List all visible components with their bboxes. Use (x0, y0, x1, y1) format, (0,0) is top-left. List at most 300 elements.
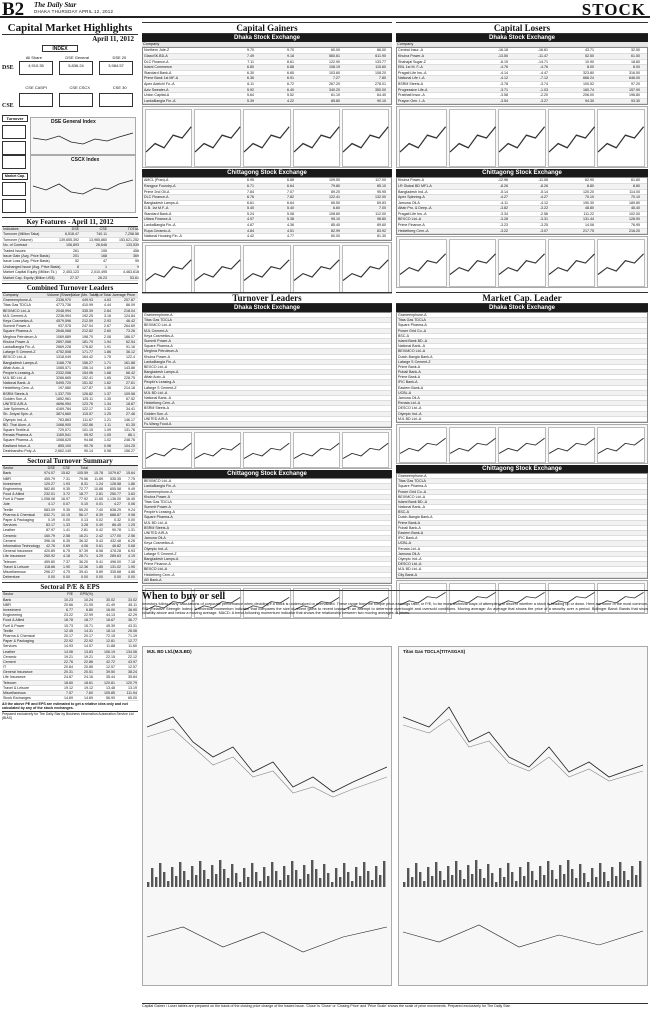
cell: 190.30 (583, 200, 594, 205)
cell: 22.86 (84, 659, 93, 664)
capital-gainers (142, 22, 392, 288)
cell: 38.24 (128, 670, 137, 675)
table-row (143, 578, 391, 583)
cell: 729,071 (58, 427, 71, 432)
cell: 8.58 (96, 549, 103, 554)
cell: 22.76 (64, 659, 73, 664)
cell: 4579,596 (56, 319, 71, 324)
volume-bar (623, 871, 625, 887)
company-name: Dutch-Bangla Bank-A (398, 515, 433, 520)
cell: 0.00 (128, 518, 135, 522)
volume-bar (415, 863, 417, 887)
cell: 85.40 (331, 223, 340, 228)
company-name: Keya Cosmetics-A (144, 333, 174, 338)
cell: 10.88 (94, 486, 103, 491)
cell: 70.10 (585, 195, 594, 200)
cell: 6.76 (247, 195, 254, 200)
cell: 4.29 (96, 554, 103, 559)
cell: 7.82 (287, 195, 294, 200)
cell: 1169,541 (56, 433, 71, 438)
cell: 0.98 (104, 443, 111, 448)
cell: 71.19 (128, 633, 137, 638)
cell: 2669,228 (56, 344, 71, 349)
cell: 1068,900 (56, 422, 71, 427)
cell: Cement (3, 538, 16, 543)
cell: 3.63 (128, 492, 135, 497)
cell: 6.75 (63, 549, 70, 554)
cell: 70.10 (631, 195, 640, 200)
cell: 0.42 (96, 528, 103, 533)
highlights-date: April 11, 2012 (92, 35, 134, 43)
cell: -14.71 (537, 59, 548, 64)
cell: Prime Finance-A (398, 223, 425, 228)
cell: 6.80 (86, 608, 93, 613)
cell: 53.61 (130, 275, 139, 280)
cell: TOTAL (127, 227, 139, 231)
mcap-dse-header: Dhaka Stock Exchange (396, 304, 648, 312)
cell: 1 (105, 264, 107, 269)
cell: DLC Finance-A (144, 59, 169, 64)
cell: 455.79 (44, 476, 55, 481)
cell: Fuel & Power (3, 497, 25, 502)
dse-turnover-box (2, 125, 26, 139)
left-column (2, 22, 138, 1030)
cell: 0.98 (104, 448, 111, 453)
company-name: Dutch-Bangla Bank-A (398, 354, 433, 359)
cell: 18.14 (106, 628, 115, 633)
cell: 1168,778 (56, 360, 71, 365)
cell: 2,010,495 (91, 270, 107, 275)
cell: 5495,720 (56, 381, 71, 386)
cell: 6.93 (128, 549, 135, 554)
col-company: Company (397, 42, 414, 46)
cell: 1069,889 (56, 334, 71, 339)
gainers-cse-table (142, 177, 392, 241)
cell: 1.94 (104, 339, 111, 344)
volume-bar (455, 861, 457, 887)
cell: 69.83 (377, 200, 386, 205)
volume-bar (583, 873, 585, 887)
cell: 646.00 (629, 76, 640, 81)
cell: -3.28 (499, 217, 508, 222)
volume-bar (287, 875, 289, 887)
cell: Travel & Leisure (3, 564, 30, 569)
company-name: Power Grid Co.-A (398, 328, 427, 333)
cell: 15.71 (84, 623, 93, 628)
company-name: Golden Son.-A (144, 411, 168, 416)
mini-stock-chart (293, 245, 340, 293)
cell: Lafarge S Cement-Z (3, 350, 36, 355)
cell: NBFI (3, 602, 12, 607)
cell: 6.65 (287, 70, 294, 75)
cell: 350.00 (375, 87, 386, 92)
losers-cse-header: Chittagong Stock Exchange (396, 169, 648, 177)
cell: BEXIMCO Ltd.-A (3, 308, 31, 313)
cell: 106,893 (66, 243, 79, 248)
cell: General Insurance (3, 670, 33, 675)
gainers-dse-header: Dhaka Stock Exchange (142, 34, 392, 42)
company-name: Square Pharma-A (144, 344, 173, 349)
turnover-cse-table (142, 478, 392, 584)
cell: 14.69 (84, 696, 93, 701)
cell: 6.91 (287, 76, 294, 81)
cse30-box (99, 93, 133, 107)
cell: 6.40 (287, 87, 294, 92)
cell: 0.06 (128, 502, 135, 507)
cell: 43.71 (585, 48, 594, 53)
cell: -3.23 (499, 223, 508, 228)
when-body: Investors follow many calculations of corporate performance when deciding if a stock is undervalued or overvalued. These range from the simple price-earnings ratio, or P/E, to far more technical ways of attempting to discern whether a stock is heading up or down. Here are some of the most common. RSI (Relative Strength Index): A technical momentum indicator that compares the size of recent gains to recent losses, in an attempt to determine overbought and oversold conditions. Moving average: An average that shows the price of a security over a period. Bollinger Band: Bands that show volatility above and below a moving average. MACD: A trend-following momentum indicator that shows the relationship between two moving averages of prices. (142, 602, 648, 616)
when-to-buy-sell (142, 590, 648, 1000)
cell: 131.76 (124, 427, 135, 432)
company-name: MJL BD Ltd.-A (144, 390, 168, 395)
company-name: People's Leasing-A (144, 510, 175, 515)
cell: Square Pharma.-A (3, 438, 33, 443)
cell: 41.49 (106, 602, 115, 607)
cell: 111.94 (126, 691, 137, 696)
cell: National Housing Fin.-A (144, 234, 182, 239)
cse-turnover-box (2, 141, 26, 155)
company-name: Olympic Ind.-A (144, 546, 168, 551)
volume-bar (303, 865, 305, 887)
sectoral-pe-title: Sectoral P/E & EPS (2, 582, 138, 592)
cell: Pharma & Chemical (3, 633, 35, 638)
cell: 15.73 (64, 623, 73, 628)
cell: 296.27 (44, 569, 55, 574)
cell: Miscellaneous (3, 569, 26, 574)
table-row (143, 234, 391, 240)
cell: 4773,736 (56, 303, 71, 308)
cell: 44.13 (106, 613, 115, 618)
company-name: AB Bank-A (144, 577, 162, 582)
cell: Turnover (Volume) (3, 237, 33, 242)
newspaper-name: The Daily Star (34, 1, 77, 9)
cell: LankaBangla Fin.-A (144, 223, 176, 228)
volume-bar (311, 860, 313, 887)
cell: 4.86 (128, 569, 135, 574)
volume-bar (327, 873, 329, 887)
cell: 535.35 (110, 476, 121, 481)
losers-title: Capital Losers (396, 22, 648, 34)
cell: 4.27 (114, 502, 121, 507)
cell: 420.89 (44, 549, 55, 554)
cell: Shahajal Sugar-Z (398, 59, 426, 64)
cell: 316.50 (629, 70, 640, 75)
volume-bar (179, 862, 181, 887)
turnover-dse-mini-charts (142, 429, 392, 469)
cell: 212.59 (82, 319, 93, 324)
cell: Apex Spinning-A (398, 195, 425, 200)
cscx-index-chart (30, 155, 136, 213)
cell: Summit Power-A (3, 324, 30, 329)
cell: 4.44 (104, 303, 111, 308)
cell: 1.38 (104, 386, 111, 391)
cell: BSRM Steels-A (398, 81, 423, 86)
cell: 62.90 (585, 178, 594, 183)
turnover-dse-header: Dhaka Stock Exchange (142, 304, 392, 312)
cse-index-boxes (16, 93, 136, 107)
cell: DSE (71, 227, 79, 231)
cell: 12.57 (128, 665, 137, 670)
cell: Engineering (3, 486, 23, 491)
volume-bar (511, 872, 513, 887)
cell: 4.97 (247, 217, 254, 222)
cell: -3.27 (539, 98, 548, 103)
cell: 64.40 (377, 93, 386, 98)
cell: 207.87 (124, 298, 135, 303)
cell: 122.41 (329, 195, 340, 200)
cell: 102.00 (629, 211, 640, 216)
cell: NBFI (3, 476, 12, 481)
cell: 20.66 (64, 602, 73, 607)
cell: 13.19 (128, 685, 137, 690)
cell: 6.11 (247, 81, 254, 86)
cell: 91.16 (126, 344, 135, 349)
cell: 0.00 (128, 575, 135, 580)
combined-turnover-table (2, 293, 138, 454)
volume-bar (367, 871, 369, 887)
cell: 157.90 (629, 87, 640, 92)
volume-bar (471, 874, 473, 887)
cell: 6.80 (247, 65, 254, 70)
cell: 81.30 (377, 234, 386, 239)
company-name: BEXIMCO Ltd.-A (144, 479, 172, 484)
cell: Paper & Packaging (3, 639, 34, 644)
cell: 112.00 (375, 211, 386, 216)
cell: 177.00 (110, 533, 121, 538)
cell: Information Technology (3, 543, 41, 548)
cell: 197,580 (58, 386, 71, 391)
cell: -3.22 (539, 206, 548, 211)
volume-bar (243, 868, 245, 887)
cell: 7.27 (333, 76, 340, 81)
cell: 1.91 (104, 344, 111, 349)
cell: 11.60 (128, 644, 137, 649)
cell: 228.75 (124, 376, 135, 381)
company-name: Titas Gas TDCLA (398, 479, 426, 484)
cell: 109.50 (329, 178, 340, 183)
cell: 85.10 (377, 183, 386, 188)
volume-bar (215, 874, 217, 887)
company-name: National Bank.-A (398, 505, 425, 510)
cell: Square Textile-A (3, 427, 30, 432)
cell: 14.31 (84, 628, 93, 633)
cell: 22.99 (84, 613, 93, 618)
company-name: Jamuna Oil-A (398, 396, 420, 400)
cell: 201 (73, 253, 79, 258)
cell: -5.14 (539, 189, 548, 194)
volume-bar (279, 880, 281, 887)
combined-turnover-title: Combined Turnover Leaders (2, 283, 138, 293)
volume-bar (543, 875, 545, 887)
cell: 106.19 (104, 649, 115, 654)
cell: -11.06 (538, 178, 548, 183)
cell: 7.37 (63, 559, 70, 564)
cscx-block (2, 155, 138, 215)
cell: -11.47 (538, 53, 548, 58)
volume-bar (515, 881, 517, 887)
company-name: Meghna Petroleum-A (144, 349, 178, 354)
cell: Prime Bank 1st MF-A (144, 76, 179, 81)
cell: People's Leasing-A (3, 370, 34, 375)
cell: 1085,571 (56, 365, 71, 370)
cell: 122.90 (329, 59, 340, 64)
pe-note: All the above PE and EPS are estimated to get a relative idea only and not calculated by any of the stock exchanges. (2, 702, 128, 711)
volume-bar (383, 861, 385, 887)
dse20-value: 3,984.57 (108, 63, 124, 68)
cell: P/E (67, 592, 73, 597)
cell: 0.00 (63, 575, 70, 580)
cell: 115.57 (82, 412, 93, 417)
cell: -4.27 (499, 195, 508, 200)
cell: 79.56 (79, 476, 88, 481)
company-name: Renata Ltd.-A (398, 401, 421, 406)
cell: Ceramic (3, 654, 17, 659)
volume-bar (403, 882, 405, 887)
volume-bar (151, 868, 153, 887)
cell: 5.38 (287, 217, 294, 222)
losers-dse-header: Dhaka Stock Exchange (396, 34, 648, 42)
volume-bar (547, 861, 549, 887)
company-name: BSC-A (398, 333, 409, 338)
cell: 24.87 (64, 675, 73, 680)
mini-stock-chart (449, 427, 497, 463)
company-name: UCBL-A (398, 390, 412, 395)
cell: 1079.67 (108, 471, 121, 476)
company-name: Square Pharma-A (144, 515, 173, 520)
cell: 5.92 (247, 87, 254, 92)
cell: 103.60 (329, 70, 340, 75)
cell: -3.78 (499, 81, 508, 86)
company-name: BEXCO Ltd.-A (144, 364, 168, 369)
cell: 134.06 (126, 649, 137, 654)
cell: 60.00 (331, 234, 340, 239)
cell: 13.83 (84, 649, 93, 654)
volume-bar (375, 866, 377, 887)
cell: 6.64 (287, 200, 294, 205)
col-company: Company (143, 42, 160, 46)
company-name: Lafarge S Cement-Z (398, 359, 431, 364)
cell: 5.39 (247, 98, 254, 103)
cell: Square Pharma-A (3, 329, 32, 334)
cell: Investment (3, 481, 21, 486)
cell: 114.00 (629, 189, 640, 194)
table-row (143, 422, 391, 427)
cell: 0.00 (63, 518, 70, 522)
volume-bar (567, 860, 569, 887)
cell: Union Capital-A (144, 93, 170, 98)
cell: 12.45 (64, 628, 73, 633)
cell: 47 (103, 259, 107, 264)
volume-bar (155, 877, 157, 887)
volume-bar (171, 867, 173, 887)
cell: 156.27 (82, 360, 93, 365)
cell: 65.00 (128, 696, 137, 701)
company-name: People's Leasing-A (144, 380, 175, 385)
cell: 2.81 (96, 492, 103, 497)
cell: 5.43 (96, 538, 103, 543)
cell: 108.80 (329, 211, 340, 216)
market-cap-label: Market Cap. (2, 173, 28, 180)
volume-bar (639, 861, 641, 887)
mini-stock-chart (449, 109, 497, 167)
volume-bar (487, 864, 489, 887)
cell: Aftab Auto.-A (3, 365, 25, 370)
company-name: DESCO Ltd.-A (398, 562, 422, 567)
cell: 1.68 (104, 370, 111, 375)
cell: 196.80 (629, 93, 640, 98)
cell: 6.77 (66, 608, 73, 613)
cell: 206.00 (583, 93, 594, 98)
cell: 52.50 (585, 53, 594, 58)
dse-mcap-box (2, 182, 26, 196)
cell: 1.25 (104, 412, 111, 417)
cell: 18.78 (64, 618, 73, 623)
cell: 4696,954 (56, 402, 71, 407)
cse-label: CSE (2, 103, 14, 109)
company-name: MJL BD Ltd.-A (398, 567, 422, 572)
volume-bar (199, 861, 201, 887)
company-name: BSRM Steels-A (144, 406, 169, 411)
volume-bar (227, 878, 229, 887)
volume-bar (347, 872, 349, 887)
volume-bar (467, 865, 469, 887)
company-name: Prime Bank-A (398, 375, 421, 380)
gainers-dse-table (142, 47, 392, 105)
cell: MJL BD Ltd.-A (3, 376, 27, 381)
cell: 62.54 (126, 339, 135, 344)
cell: 335.39 (82, 308, 93, 313)
cell: Khulna Power-A (398, 53, 424, 58)
cell: Stock Exchanges (3, 696, 31, 701)
cell: 120.81 (104, 680, 115, 685)
cell: 9.70 (287, 48, 294, 53)
cell: 12.57 (106, 665, 115, 670)
cell: 4752,508 (56, 350, 71, 355)
cell: 87.97 (46, 528, 55, 533)
cell: 5.40 (287, 206, 294, 211)
cell: 4.51 (287, 228, 294, 233)
cell: 6.71 (247, 183, 254, 188)
company-name: BSC-A (398, 510, 409, 515)
cell: 161.88 (124, 360, 135, 365)
company-name: Eastern Bank-A (398, 385, 424, 390)
cell: 118.66 (44, 564, 55, 569)
mini-stock-chart (243, 432, 290, 468)
cell: 122.4 (126, 355, 135, 360)
gainers-cse-header: Chittagong Stock Exchange (142, 169, 392, 177)
cell: 6.35 (63, 538, 70, 543)
cell: 5.64 (247, 93, 254, 98)
cell: 7.57 (66, 691, 73, 696)
cell: 335.68 (110, 569, 121, 574)
cell: Investment (3, 608, 21, 613)
cell: 8.00 (633, 65, 640, 70)
volume-bar (619, 862, 621, 887)
cell: 93.30 (631, 98, 640, 103)
cell: 86.1 (128, 433, 135, 438)
sectoral-turnover-table (2, 466, 138, 580)
volume-bar (463, 879, 465, 887)
company-name: Grameenphone-A (398, 473, 427, 478)
company-name: Bangladesh Lamps-A (144, 556, 179, 561)
cell: 740.11 (96, 232, 107, 237)
cell: 1.31 (128, 528, 135, 533)
cell: Issue Gain (Avg. Price Basis) (3, 253, 50, 258)
company-name: BEXIMCO Ltd.-A (398, 349, 426, 354)
cell: CSE (62, 465, 70, 470)
cell: G.B. 1st M.F.-A (144, 206, 169, 211)
